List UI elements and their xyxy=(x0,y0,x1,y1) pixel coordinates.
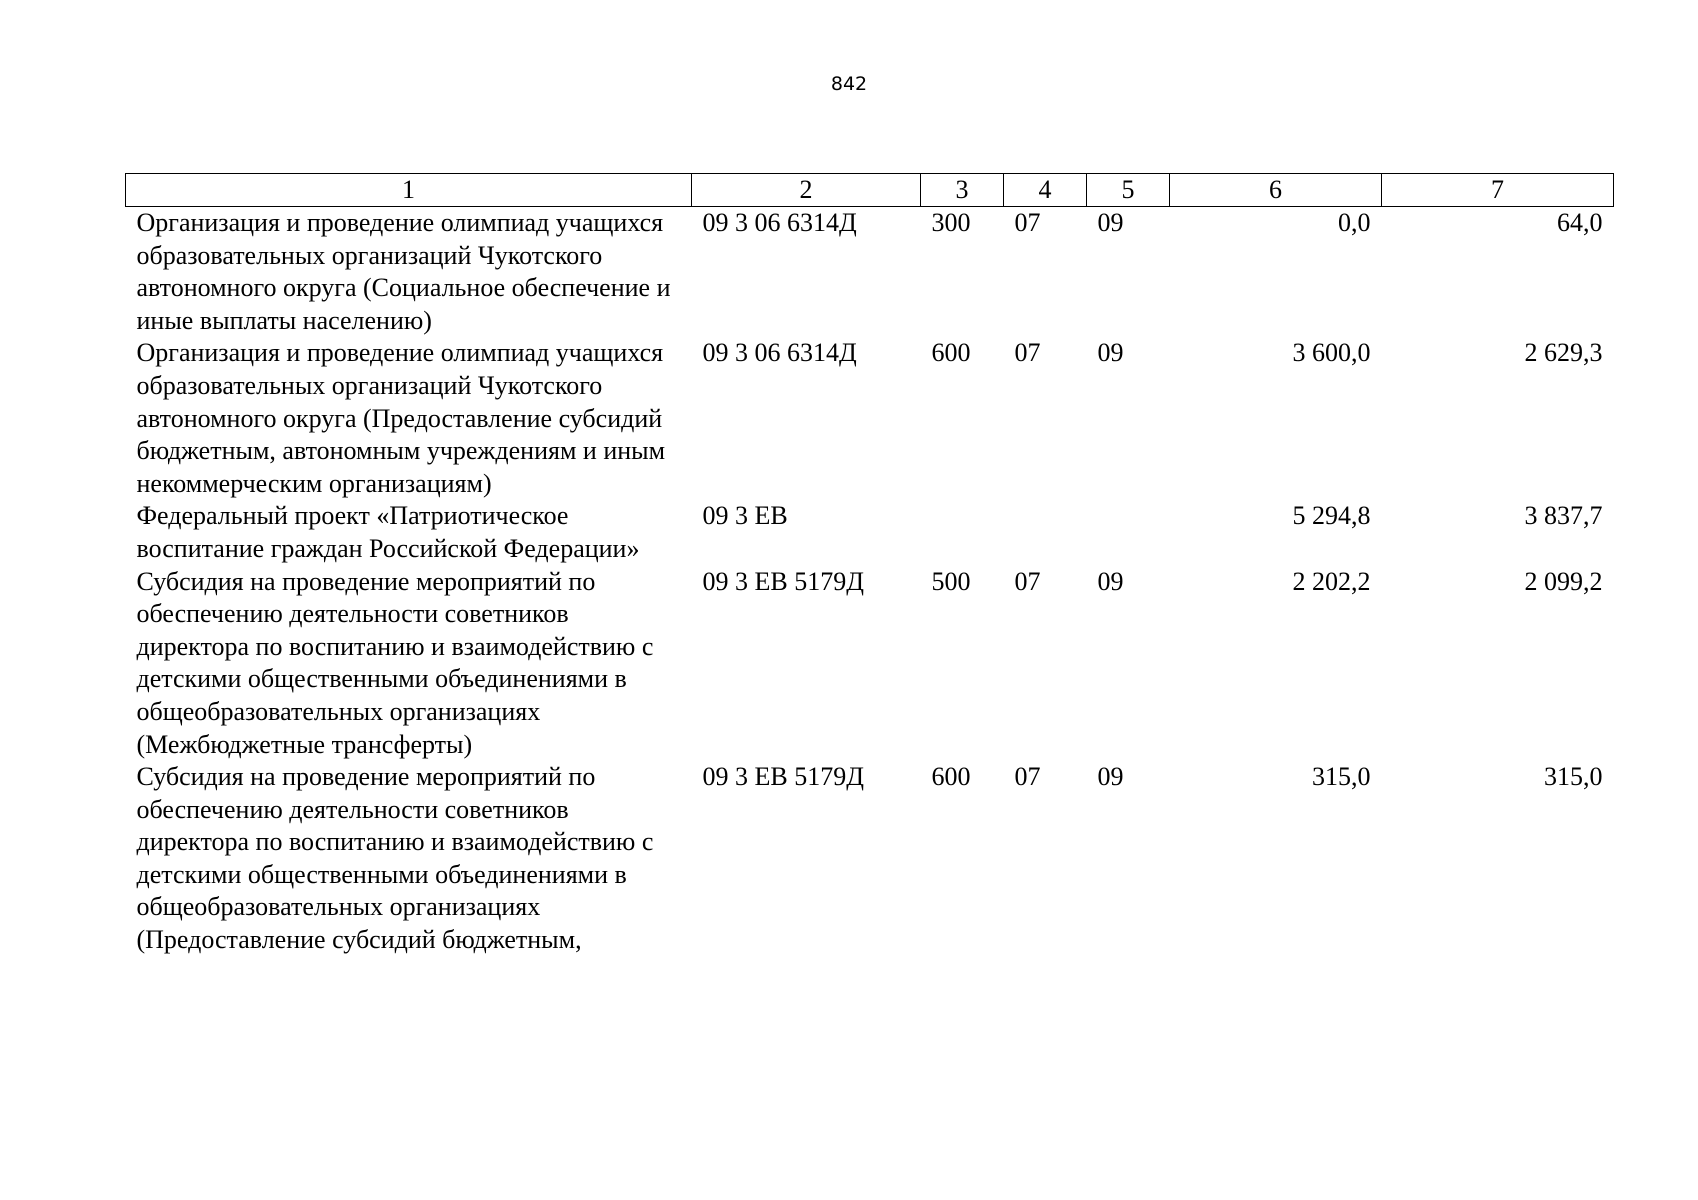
header-col-5: 5 xyxy=(1087,174,1170,207)
table-row xyxy=(126,566,1614,762)
row-rz: 07 xyxy=(1014,762,1041,792)
row-vr: 300 xyxy=(931,208,971,237)
row-plan: 315,0 xyxy=(1312,762,1371,792)
row-pr: 09 xyxy=(1097,566,1124,596)
row-rz xyxy=(1004,500,1087,565)
row-csr: 09 3 06 6314Д xyxy=(702,338,857,368)
header-col-6: 6 xyxy=(1170,174,1382,207)
row-pr: 09 xyxy=(1097,762,1124,792)
row-name: Федеральный проект «Патриотическое воспитание граждан Российской Федерации» xyxy=(136,501,640,563)
row-pr xyxy=(1087,500,1170,565)
budget-table xyxy=(125,173,1614,957)
table-header xyxy=(126,174,1614,207)
header-col-7: 7 xyxy=(1382,174,1614,207)
row-fact: 3 837,7 xyxy=(1524,501,1603,531)
row-rz: 07 xyxy=(1014,338,1041,368)
row-csr: 09 3 06 6314Д xyxy=(702,208,857,237)
row-pr: 09 xyxy=(1097,338,1124,368)
table-body xyxy=(126,207,1614,957)
table-row xyxy=(126,500,1614,565)
row-fact: 2 629,3 xyxy=(1524,338,1603,368)
header-col-1: 1 xyxy=(126,174,692,207)
table-row xyxy=(126,761,1614,957)
header-col-4: 4 xyxy=(1004,174,1087,207)
row-fact: 315,0 xyxy=(1544,762,1603,792)
row-plan: 0,0 xyxy=(1338,208,1371,237)
row-vr: 600 xyxy=(931,762,971,792)
row-rz: 07 xyxy=(1014,566,1041,596)
row-vr xyxy=(921,500,1004,565)
row-name: Организация и проведение олимпиад учащихся образовательных организаций Чукотского автономного округа (Предоставление субсидий бюджетным, автономным учреждениям и иным некоммерческим организациям) xyxy=(136,338,666,498)
row-csr: 09 3 ЕВ 5179Д xyxy=(702,566,864,596)
row-plan: 2 202,2 xyxy=(1292,566,1371,596)
row-csr: 09 3 ЕВ xyxy=(702,501,788,531)
row-vr: 500 xyxy=(931,566,971,596)
page-number: 842 xyxy=(830,73,868,95)
row-plan: 3 600,0 xyxy=(1292,338,1371,368)
row-name: Субсидия на проведение мероприятий по обеспечению деятельности советников директора по воспитанию и взаимодействию с детскими общественными объединениями в общеобразовательных организациях (Межбюджетные трансферты) xyxy=(136,566,654,759)
row-pr: 09 xyxy=(1097,208,1124,237)
row-name: Субсидия на проведение мероприятий по обеспечению деятельности советников директора по воспитанию и взаимодействию с детскими общественными объединениями в общеобразовательных организациях (Предоставление субсидий бюджетным, xyxy=(136,762,654,955)
header-col-3: 3 xyxy=(921,174,1004,207)
table-row xyxy=(126,207,1614,338)
table-row xyxy=(126,337,1614,500)
header-row xyxy=(126,174,1614,207)
row-fact: 64,0 xyxy=(1557,208,1603,237)
row-name: Организация и проведение олимпиад учащихся образовательных организаций Чукотского автономного округа (Социальное обеспечение и иные выплаты населению) xyxy=(136,208,671,335)
header-col-2: 2 xyxy=(692,174,921,207)
row-plan: 5 294,8 xyxy=(1292,501,1371,531)
row-fact: 2 099,2 xyxy=(1524,566,1603,596)
row-csr: 09 3 ЕВ 5179Д xyxy=(702,762,864,792)
row-rz: 07 xyxy=(1014,208,1041,237)
row-vr: 600 xyxy=(931,338,971,368)
